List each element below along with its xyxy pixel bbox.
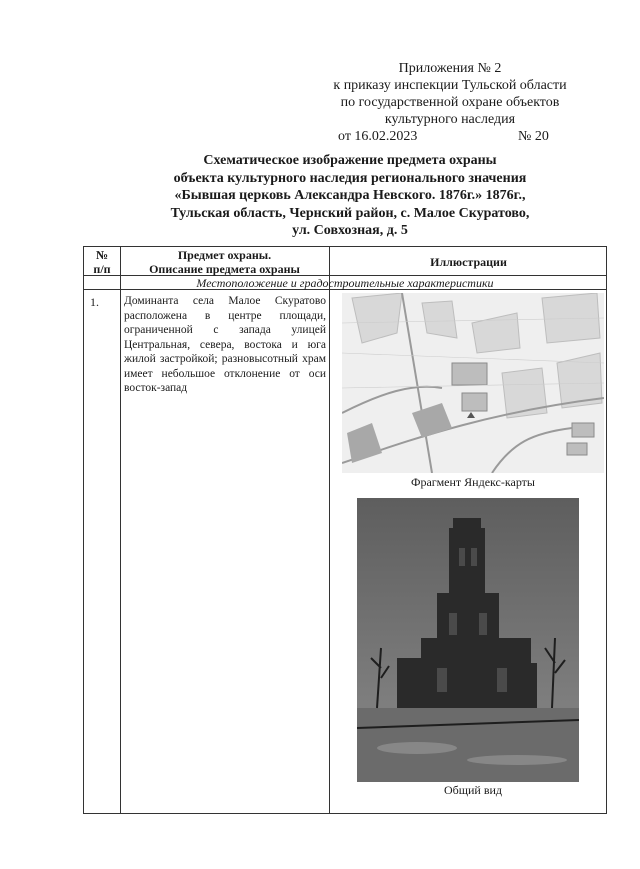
appendix-line-4: культурного наследия <box>384 112 516 127</box>
protection-table <box>83 246 607 814</box>
column-header-subject <box>120 248 329 276</box>
row-number: 1. <box>90 295 99 309</box>
appendix-header <box>300 60 600 145</box>
yandex-map-fragment <box>342 293 604 473</box>
column-header-subject-line-2: Описание предмета охраны <box>149 262 300 276</box>
appendix-line-1: Приложения № 2 <box>398 61 502 76</box>
column-divider <box>329 247 330 813</box>
photo-caption: Общий вид <box>443 783 503 797</box>
column-header-number-line-2: п/п <box>93 262 111 276</box>
column-header-number <box>84 248 120 276</box>
title-line-2: объекта культурного наследия регионального значения <box>173 170 527 186</box>
church-photo <box>357 498 579 782</box>
column-header-number-line-1: № <box>95 248 109 262</box>
column-header-illustrations: Иллюстрации <box>430 255 507 269</box>
map-caption: Фрагмент Яндекс-карты <box>411 475 535 489</box>
section-heading: Местоположение и градостроительные характеристики <box>196 276 494 290</box>
title-line-5: ул. Совхозная, д. 5 <box>292 223 408 238</box>
map-drawing <box>342 293 604 473</box>
appendix-date-line <box>300 128 600 145</box>
appendix-line-2: к приказу инспекции Тульской области <box>333 78 567 93</box>
order-number: № 20 <box>518 129 549 144</box>
title-line-1: Схематическое изображение предмета охраны <box>203 153 497 168</box>
column-divider <box>120 247 121 813</box>
order-date: от 16.02.2023 <box>338 129 418 144</box>
title-line-4: Тульская область, Чернский район, с. Малое Скуратово, <box>170 205 530 221</box>
church-photo-drawing <box>357 498 579 782</box>
column-header-subject-line-1: Предмет охраны. <box>177 248 272 262</box>
title-line-3: «Бывшая церковь Александра Невского. 1876г.» 1876г., <box>174 188 526 203</box>
appendix-line-3: по государственной охране объектов <box>340 95 560 110</box>
row-description: Доминанта села Малое Скуратово расположена в центре площади, ограниченной с запада улицей Центральная, севера, востока и юга жилой застройкой; разновысотный храм имеет небольшое отклонение от оси восток-запад <box>124 295 326 394</box>
document-title <box>80 152 620 240</box>
